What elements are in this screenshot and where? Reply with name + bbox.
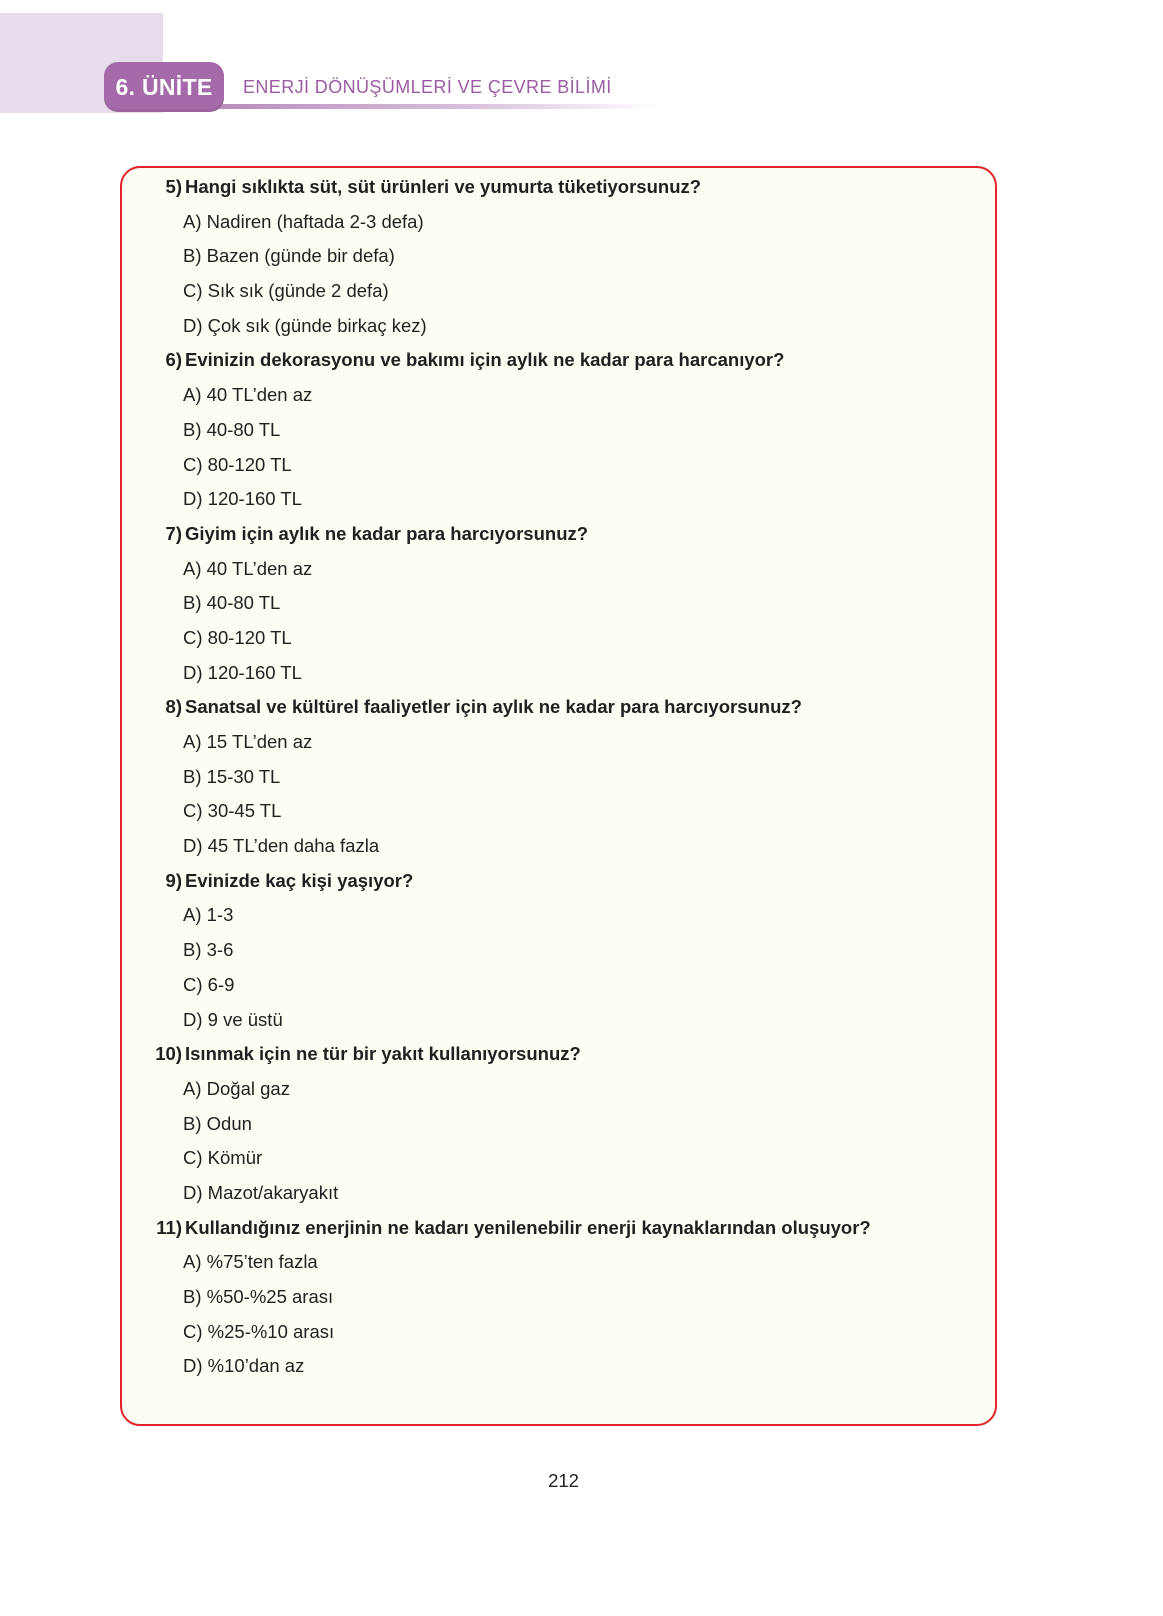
page-number: 212 — [548, 1470, 579, 1491]
answer-option[interactable]: D) 45 TL’den daha fazla — [183, 835, 380, 857]
answer-option[interactable]: A) Doğal gaz — [183, 1077, 290, 1099]
answer-option[interactable]: C) Kömür — [183, 1147, 263, 1169]
answer-option-line — [122, 829, 995, 864]
answer-option-line — [122, 760, 995, 795]
answer-option-line — [122, 933, 995, 968]
answer-option[interactable]: A) %75’ten fazla — [183, 1251, 318, 1273]
question-text: Isınmak için ne tür bir yakıt kullanıyorsunuz? — [185, 1043, 581, 1065]
answer-option[interactable]: A) 40 TL’den az — [183, 557, 313, 579]
unit-label-tab: 6. ÜNİTE — [104, 62, 224, 112]
question-line — [122, 170, 995, 205]
header-underline — [210, 104, 660, 109]
question-block — [122, 1211, 995, 1384]
answer-option[interactable]: D) 120-160 TL — [183, 488, 302, 510]
question-number: 7) — [165, 522, 182, 544]
answer-option[interactable]: D) 9 ve üstü — [183, 1008, 283, 1030]
question-block — [122, 517, 995, 690]
answer-option-line — [122, 239, 995, 274]
answer-option[interactable]: C) 80-120 TL — [183, 453, 292, 475]
survey-question-box — [120, 166, 997, 1426]
answer-option-line — [122, 552, 995, 587]
answer-option-line — [122, 482, 995, 517]
question-number: 8) — [165, 696, 182, 718]
question-line — [122, 1211, 995, 1246]
answer-option-line — [122, 968, 995, 1003]
answer-option[interactable]: B) 40-80 TL — [183, 592, 281, 614]
question-block — [122, 690, 995, 863]
answer-option[interactable]: D) Mazot/akaryakıt — [183, 1181, 339, 1203]
question-number: 11) — [156, 1216, 182, 1238]
answer-option-line — [122, 1315, 995, 1350]
question-block — [122, 864, 995, 1037]
question-text: Giyim için aylık ne kadar para harcıyorsunuz? — [185, 522, 589, 544]
answer-option-line — [122, 378, 995, 413]
answer-option-line — [122, 205, 995, 240]
answer-option[interactable]: B) 3-6 — [183, 939, 234, 961]
answer-option[interactable]: C) %25-%10 arası — [183, 1320, 335, 1342]
question-number: 10) — [155, 1043, 182, 1065]
question-block — [122, 343, 995, 516]
answer-option[interactable]: B) Odun — [183, 1112, 252, 1134]
answer-option[interactable]: C) 80-120 TL — [183, 626, 292, 648]
answer-option-line — [122, 586, 995, 621]
answer-option[interactable]: B) %50-%25 arası — [183, 1286, 334, 1307]
answer-option[interactable]: D) %10’dan az — [183, 1355, 305, 1377]
answer-option-line — [122, 1072, 995, 1107]
answer-option[interactable]: D) 120-160 TL — [183, 661, 302, 683]
answer-option-line — [122, 1245, 995, 1280]
answer-option-line — [122, 1176, 995, 1211]
answer-option-line — [122, 413, 995, 448]
answer-option-line — [122, 794, 995, 829]
answer-option-line — [122, 656, 995, 691]
question-text: Evinizde kaç kişi yaşıyor? — [185, 869, 414, 891]
answer-option[interactable]: B) 15-30 TL — [183, 765, 281, 787]
answer-option-line — [122, 1003, 995, 1038]
answer-option[interactable]: B) Bazen (günde bir defa) — [183, 245, 395, 267]
answer-option-line — [122, 1349, 995, 1384]
question-text: Evinizin dekorasyonu ve bakımı için aylık ne kadar para harcanıyor? — [185, 349, 785, 371]
question-block — [122, 170, 995, 343]
answer-option-line — [122, 898, 995, 933]
answer-option[interactable]: A) Nadiren (haftada 2-3 defa) — [183, 210, 424, 232]
answer-option-line — [122, 1107, 995, 1142]
answer-option[interactable]: D) Çok sık (günde birkaç kez) — [183, 314, 427, 336]
answer-option[interactable]: C) 30-45 TL — [183, 800, 282, 822]
answer-option-line — [122, 1141, 995, 1176]
answer-option-line — [122, 1280, 995, 1315]
answer-option[interactable]: A) 15 TL’den az — [183, 731, 313, 752]
question-line — [122, 517, 995, 552]
answer-option-line — [122, 309, 995, 344]
answer-option[interactable]: A) 40 TL’den az — [183, 384, 313, 406]
question-number: 9) — [165, 869, 182, 891]
answer-option-line — [122, 274, 995, 309]
answer-option-line — [122, 448, 995, 483]
question-text: Sanatsal ve kültürel faaliyetler için aylık ne kadar para harcıyorsunuz? — [185, 696, 802, 718]
question-line — [122, 1037, 995, 1072]
question-number: 5) — [165, 176, 182, 197]
question-line — [122, 690, 995, 725]
answer-option[interactable]: C) 6-9 — [183, 973, 235, 995]
question-line — [122, 343, 995, 378]
answer-option[interactable]: B) 40-80 TL — [183, 418, 281, 440]
answer-option-line — [122, 621, 995, 656]
answer-option-line — [122, 725, 995, 760]
question-text: Kullandığınız enerjinin ne kadarı yenilenebilir enerji kaynaklarından oluşuyor? — [185, 1216, 871, 1238]
answer-option[interactable]: C) Sık sık (günde 2 defa) — [183, 280, 389, 302]
question-line — [122, 864, 995, 899]
question-text: Hangi sıklıkta süt, süt ürünleri ve yumurta tüketiyorsunuz? — [185, 176, 702, 197]
question-number: 6) — [165, 349, 182, 371]
answer-option[interactable]: A) 1-3 — [183, 904, 234, 926]
unit-title: ENERJİ DÖNÜŞÜMLERİ VE ÇEVRE BİLİMİ — [243, 77, 612, 97]
question-block — [122, 1037, 995, 1210]
question-list — [122, 170, 995, 1384]
